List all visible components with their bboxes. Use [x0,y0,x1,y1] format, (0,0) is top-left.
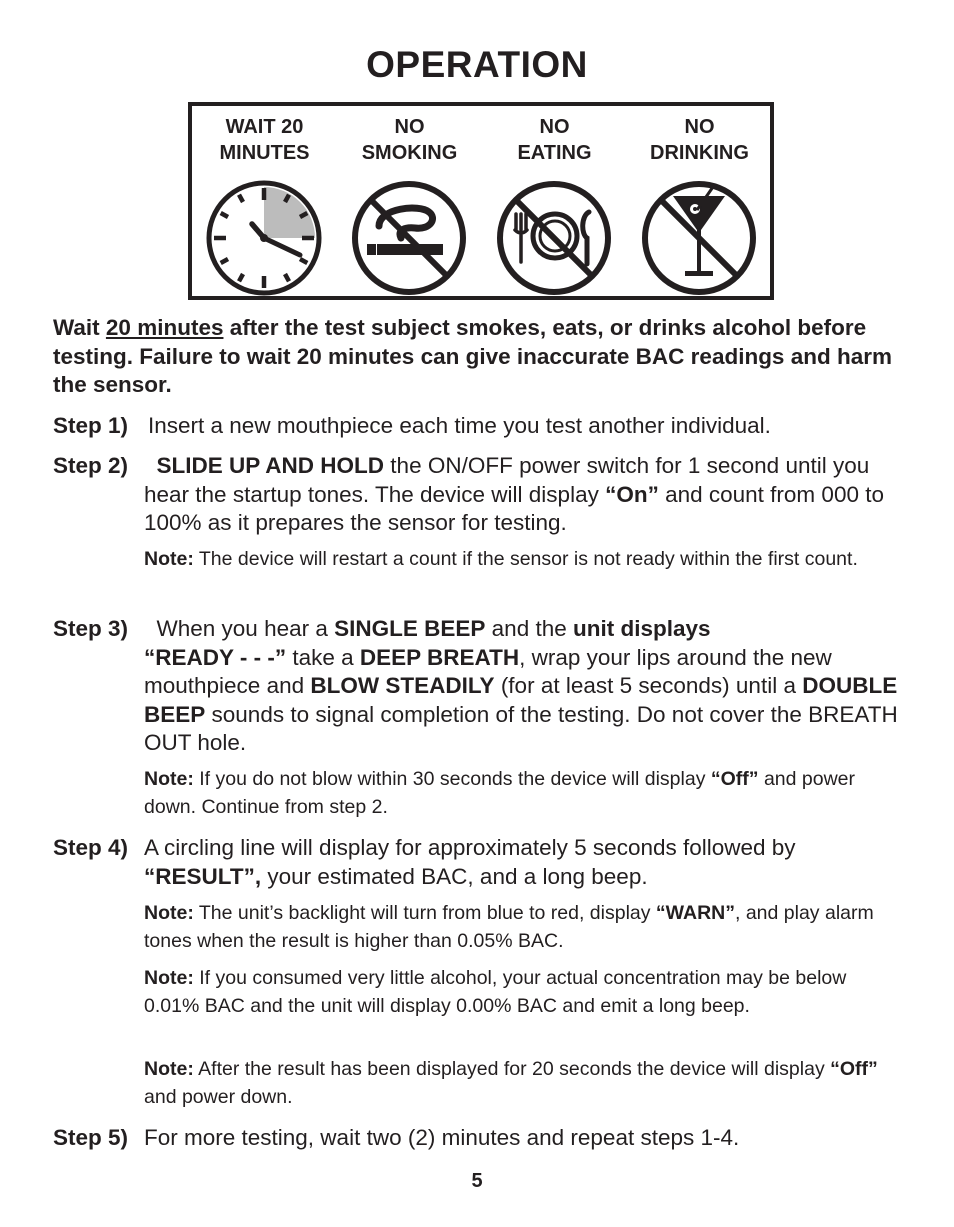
no-eating-icon [494,178,614,298]
no-eating-label: NO EATING [517,116,592,164]
no-smoking-label: NO SMOKING [361,116,458,164]
no-smoking-icon [349,178,469,298]
wait-label: WAIT 20 MINUTES [219,116,310,164]
step-text: For more testing, wait two (2) minutes and repeat steps 1-4. [144,1125,740,1150]
step-label: Step 1) [53,413,129,438]
clock-icon [204,178,324,298]
step-text: Insert a new mouthpiece each time you test another individual. [148,413,771,438]
note-1: Note: The device will restart a count if the sensor is not ready within the first count. [144,548,858,570]
step-text: A circling line will display for approximately 5 seconds followed by “RESULT”, your estimated BAC, and a long beep. [144,835,796,889]
step-text: SLIDE UP AND HOLD the ON/OFF power switch for 1 second until you hear the startup tones. The device will display “On” and count from 000 to 100% as it prepares the sensor for testing. [144,453,884,535]
step-label: Step 2) [53,453,129,478]
step-label: Step 3) [53,616,129,641]
page-title: OPERATION [366,44,588,85]
page-number: 5 [471,1170,483,1192]
step-label: Step 5) [53,1125,129,1150]
note-5: Note: After the result has been displayed for 20 seconds the device will display “Off” and power down. [144,1058,878,1108]
intro-warning: Wait 20 minutes after the test subject smokes, eats, or drinks alcohol before testing. Failure to wait 20 minutes can give inaccurate BAC readings and harm the sensor. [53,315,892,397]
step-text: When you hear a SINGLE BEEP and the unit displays “READY - - -” take a DEEP BREATH, wrap your lips around the new mouthpiece and BLOW STEADILY (for at least 5 seconds) until a DOUBLE BEEP sounds to signal completion of the testing. Do not cover the BREATH OUT hole. [144,616,898,755]
note-4: Note: If you consumed very little alcohol, your actual concentration may be below 0.01% BAC and the unit will display 0.00% BAC and emit a long beep. [144,967,847,1017]
note-2: Note: If you do not blow within 30 seconds the device will display “Off” and power down. Continue from step 2. [144,768,856,818]
no-drinking-icon [639,178,759,298]
step-label: Step 4) [53,835,129,860]
note-3: Note: The unit’s backlight will turn from blue to red, display “WARN”, and play alarm tones when the result is higher than 0.05% BAC. [144,902,874,952]
no-drinking-label: NO DRINKING [650,116,749,164]
precaution-panel [188,102,774,300]
